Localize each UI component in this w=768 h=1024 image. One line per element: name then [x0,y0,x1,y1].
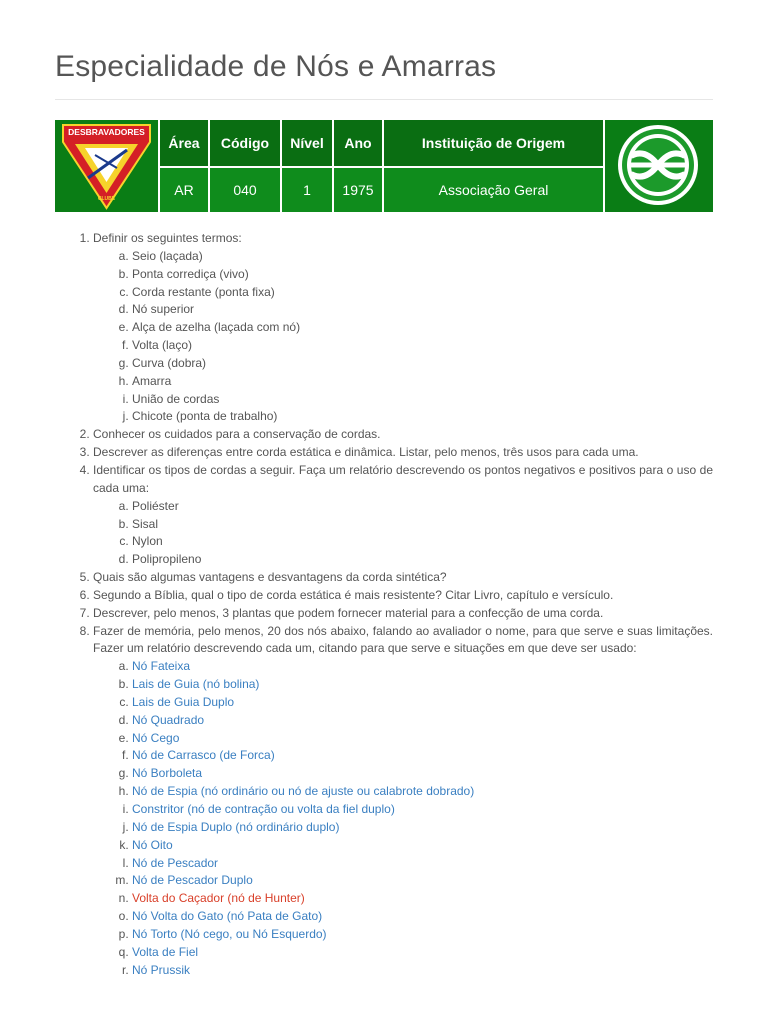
value-area: AR [158,166,208,212]
list-item: b. Ponta corrediça (vivo) [132,266,713,284]
list-item: c. Nylon [132,533,713,551]
knot-link[interactable]: Nó Prussik [132,962,191,977]
rope-types-list [93,498,713,569]
knot-link[interactable]: Nó Quadrado [132,712,205,727]
requirement-text: Identificar os tipos de cordas a seguir. Faça um relatório descrevendo os pontos negativos e positivos para o uso de cada uma: [93,462,713,495]
requirement-item: 5. Quais são algumas vantagens e desvantagens da corda sintética? [93,569,713,587]
requirement-item [93,230,713,426]
knot-link[interactable]: Nó de Carrasco (de Forca) [132,748,275,763]
requirement-item [93,623,713,980]
header-codigo: Código [208,120,280,166]
knot-link[interactable]: Nó de Pescador Duplo [132,873,253,888]
header-nivel: Nível [280,120,332,166]
header-ano: Ano [332,120,382,166]
specialty-info-table [55,120,713,212]
page-title: Especialidade de Nós e Amarras [55,50,497,83]
list-item: a. Poliéster [132,498,713,516]
value-instituicao: Associação Geral [382,166,605,212]
requirement-text: Definir os seguintes termos: [93,231,242,245]
knot-link[interactable]: Nó Borboleta [132,766,203,781]
knot-link[interactable]: Nó de Espia Duplo (nó ordinário duplo) [132,819,340,834]
list-item: j. Chicote (ponta de trabalho) [132,408,713,426]
list-item: i. União de cordas [132,391,713,409]
title-divider [55,99,713,100]
list-item: d. Nó superior [132,301,713,319]
knot-link[interactable]: Volta de Fiel [132,944,199,959]
header-instituicao: Instituição de Origem [382,120,605,166]
value-ano: 1975 [332,166,382,212]
requirements-list [55,230,713,979]
specialty-emblem-cell [605,120,713,212]
header-area: Área [158,120,208,166]
list-item: c. Corda restante (ponta fixa) [132,284,713,302]
list-item: h. Amarra [132,373,713,391]
knot-link[interactable]: Lais de Guia (nó bolina) [132,677,260,692]
logo-text-top: DESBRAVADORES [68,127,145,137]
terms-list [93,248,713,426]
value-nivel: 1 [280,166,332,212]
requirements-content [55,230,713,979]
list-item: a. Seio (laçada) [132,248,713,266]
requirement-text: Fazer de memória, pelo menos, 20 dos nós abaixo, falando ao avaliador o nome, para que serve e suas limitações. Fazer um relatório descrevendo cada um, citando para que serve e situações em que deve ser usado: [93,623,713,656]
knots-list [93,658,713,979]
knot-link[interactable]: Nó Oito [132,837,173,852]
knot-link[interactable]: Constritor (nó de contração ou volta da fiel duplo) [132,802,395,816]
knot-link[interactable]: Nó Torto (Nó cego, ou Nó Esquerdo) [132,926,327,941]
list-item: e. Alça de azelha (laçada com nó) [132,319,713,337]
requirement-item: 6. Segundo a Bíblia, qual o tipo de corda estática é mais resistente? Citar Livro, capítulo e versículo. [93,587,713,605]
list-item: b. Sisal [132,516,713,534]
knot-link[interactable]: Nó Cego [132,730,180,745]
logo-text-bottom: CLUBE [97,196,116,202]
knot-link[interactable]: Nó de Pescador [132,855,219,870]
list-item: d. Polipropileno [132,551,713,569]
knot-link[interactable]: Nó de Espia (nó ordinário ou nó de ajuste ou calabrote dobrado) [132,784,475,799]
requirement-item [93,462,713,569]
knot-link[interactable]: Nó Fateixa [132,659,191,674]
knot-link[interactable]: Nó Volta do Gato (nó Pata de Gato) [132,909,323,924]
knot-link[interactable]: Lais de Guia Duplo [132,694,235,709]
value-codigo: 040 [208,166,280,212]
knot-link-missing[interactable]: Volta do Caçador (nó de Hunter) [132,891,305,906]
list-item: g. Curva (dobra) [132,355,713,373]
pathfinder-logo-icon [55,120,158,212]
knots-emblem-icon [605,120,713,212]
list-item: f. Volta (laço) [132,337,713,355]
requirement-item: 7. Descrever, pelo menos, 3 plantas que podem fornecer material para a confecção de uma corda. [93,605,713,623]
requirement-item: 3. Descrever as diferenças entre corda estática e dinâmica. Listar, pelo menos, três usos para cada uma. [93,444,713,462]
club-logo-cell [55,120,158,212]
requirement-item: 2. Conhecer os cuidados para a conservação de cordas. [93,426,713,444]
